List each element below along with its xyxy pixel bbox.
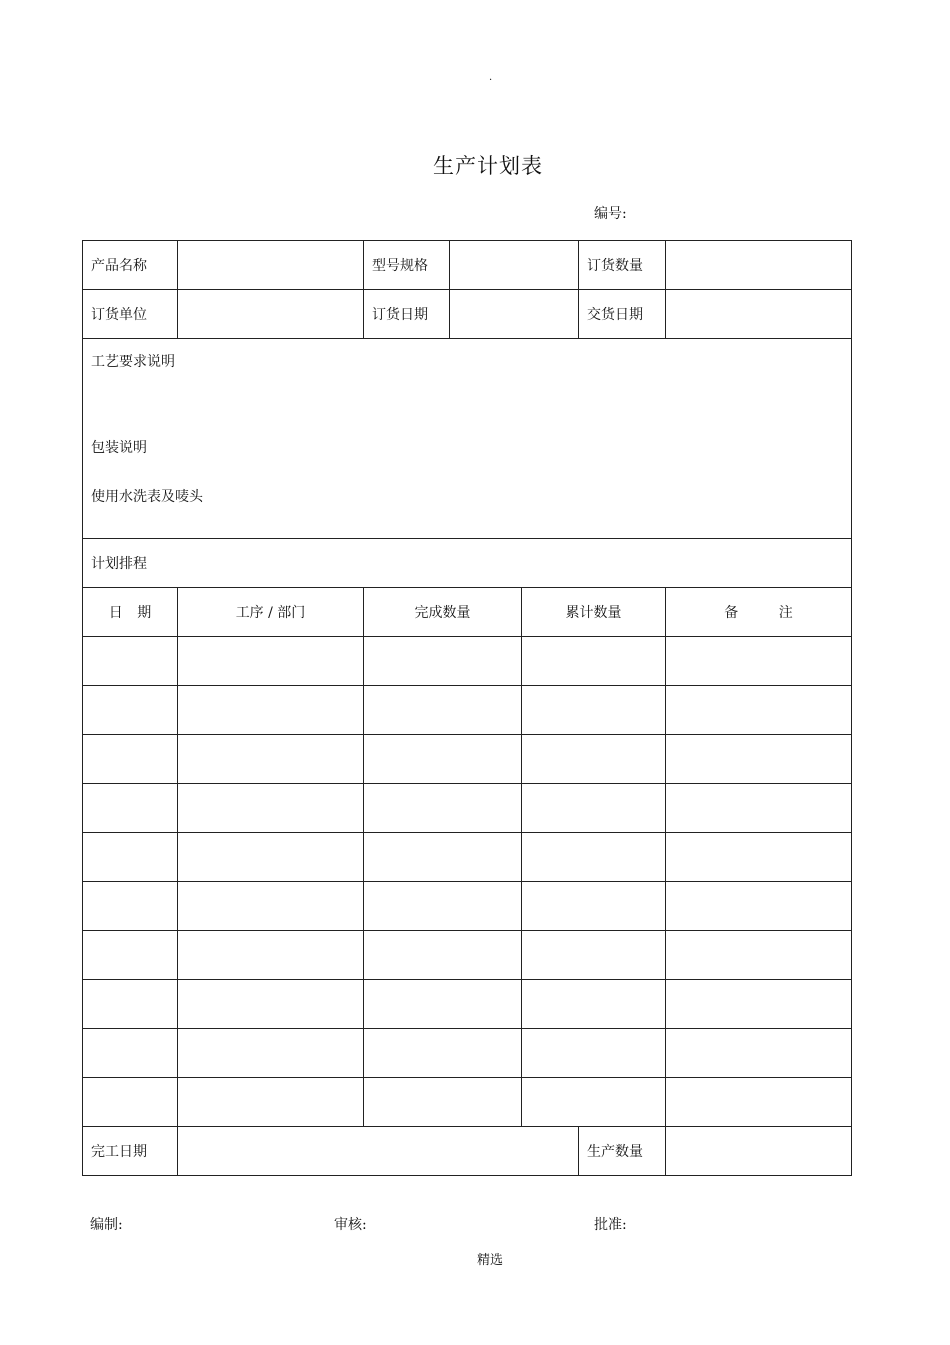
schedule-cell[interactable] — [83, 686, 178, 735]
schedule-row — [83, 686, 852, 735]
schedule-cell[interactable] — [522, 882, 666, 931]
schedule-cell[interactable] — [178, 833, 364, 882]
completion-date-label: 完工日期 — [83, 1127, 178, 1176]
schedule-cell[interactable] — [364, 931, 522, 980]
order-date-field[interactable] — [450, 290, 579, 339]
schedule-cell[interactable] — [83, 637, 178, 686]
schedule-cell[interactable] — [522, 637, 666, 686]
schedule-row — [83, 833, 852, 882]
schedule-row — [83, 980, 852, 1029]
production-qty-field[interactable] — [666, 1127, 852, 1176]
schedule-row — [83, 735, 852, 784]
schedule-cell[interactable] — [666, 1078, 852, 1127]
completion-date-field[interactable] — [178, 1127, 579, 1176]
schedule-cell[interactable] — [178, 1029, 364, 1078]
schedule-cell[interactable] — [178, 735, 364, 784]
schedule-title: 计划排程 — [83, 539, 852, 588]
schedule-cell[interactable] — [364, 686, 522, 735]
schedule-cell[interactable] — [178, 637, 364, 686]
schedule-cell[interactable] — [364, 980, 522, 1029]
col-header-cumulative: 累计数量 — [522, 588, 666, 637]
production-plan-table — [82, 240, 852, 1176]
schedule-rows — [83, 637, 852, 1127]
col-header-date: 日 期 — [83, 588, 178, 637]
packaging-label: 包装说明 — [91, 440, 147, 456]
order-qty-label: 订货数量 — [579, 241, 666, 290]
schedule-cell[interactable] — [178, 686, 364, 735]
delivery-date-field[interactable] — [666, 290, 852, 339]
schedule-cell[interactable] — [522, 1029, 666, 1078]
model-spec-field[interactable] — [450, 241, 579, 290]
requirements-row — [83, 339, 852, 539]
completion-row — [83, 1127, 852, 1176]
schedule-cell[interactable] — [666, 931, 852, 980]
wash-label-label: 使用水洗表及唛头 — [91, 489, 203, 505]
schedule-cell[interactable] — [666, 833, 852, 882]
schedule-cell[interactable] — [364, 637, 522, 686]
schedule-header-row — [83, 588, 852, 637]
product-name-field[interactable] — [178, 241, 364, 290]
schedule-cell[interactable] — [364, 1078, 522, 1127]
schedule-cell[interactable] — [666, 784, 852, 833]
schedule-cell[interactable] — [83, 784, 178, 833]
schedule-row — [83, 882, 852, 931]
schedule-cell[interactable] — [522, 833, 666, 882]
schedule-cell[interactable] — [522, 980, 666, 1029]
schedule-cell[interactable] — [666, 686, 852, 735]
info-row-2 — [83, 290, 852, 339]
page-title: 生产计划表 — [433, 154, 543, 178]
schedule-cell[interactable] — [522, 686, 666, 735]
serial-number-label: 编号: — [594, 206, 627, 222]
schedule-cell[interactable] — [83, 833, 178, 882]
schedule-cell[interactable] — [522, 931, 666, 980]
process-requirements-label: 工艺要求说明 — [91, 354, 175, 370]
schedule-cell[interactable] — [178, 1078, 364, 1127]
schedule-cell[interactable] — [178, 931, 364, 980]
delivery-date-label: 交货日期 — [579, 290, 666, 339]
schedule-cell[interactable] — [178, 980, 364, 1029]
schedule-cell[interactable] — [83, 735, 178, 784]
col-header-remarks: 备 注 — [666, 588, 852, 637]
order-unit-label: 订货单位 — [83, 290, 178, 339]
schedule-cell[interactable] — [364, 833, 522, 882]
production-qty-label: 生产数量 — [579, 1127, 666, 1176]
schedule-cell[interactable] — [522, 1078, 666, 1127]
approved-by-label: 批准: — [594, 1217, 627, 1233]
schedule-cell[interactable] — [83, 1078, 178, 1127]
col-header-process: 工序 / 部门 — [178, 588, 364, 637]
schedule-cell[interactable] — [83, 882, 178, 931]
schedule-cell[interactable] — [666, 1029, 852, 1078]
model-spec-label: 型号规格 — [364, 241, 450, 290]
schedule-cell[interactable] — [178, 784, 364, 833]
schedule-cell[interactable] — [522, 735, 666, 784]
schedule-cell[interactable] — [178, 882, 364, 931]
order-qty-field[interactable] — [666, 241, 852, 290]
schedule-cell[interactable] — [83, 931, 178, 980]
schedule-row — [83, 1078, 852, 1127]
schedule-cell[interactable] — [666, 980, 852, 1029]
requirements-cell[interactable] — [83, 339, 852, 539]
order-unit-field[interactable] — [178, 290, 364, 339]
schedule-cell[interactable] — [364, 882, 522, 931]
schedule-title-row — [83, 539, 852, 588]
prepared-by-label: 编制: — [90, 1217, 123, 1233]
schedule-row — [83, 784, 852, 833]
schedule-cell[interactable] — [522, 784, 666, 833]
schedule-cell[interactable] — [364, 1029, 522, 1078]
info-row-1 — [83, 241, 852, 290]
schedule-cell[interactable] — [666, 882, 852, 931]
product-name-label: 产品名称 — [83, 241, 178, 290]
footer-note: 精选 — [476, 1253, 503, 1268]
reviewed-by-label: 审核: — [334, 1217, 367, 1233]
schedule-cell[interactable] — [364, 735, 522, 784]
col-header-completed: 完成数量 — [364, 588, 522, 637]
order-date-label: 订货日期 — [364, 290, 450, 339]
schedule-row — [83, 931, 852, 980]
schedule-cell[interactable] — [83, 1029, 178, 1078]
schedule-cell[interactable] — [364, 784, 522, 833]
schedule-cell[interactable] — [666, 637, 852, 686]
schedule-row — [83, 1029, 852, 1078]
schedule-row — [83, 637, 852, 686]
schedule-cell[interactable] — [83, 980, 178, 1029]
page-dot: . — [489, 72, 493, 83]
schedule-cell[interactable] — [666, 735, 852, 784]
